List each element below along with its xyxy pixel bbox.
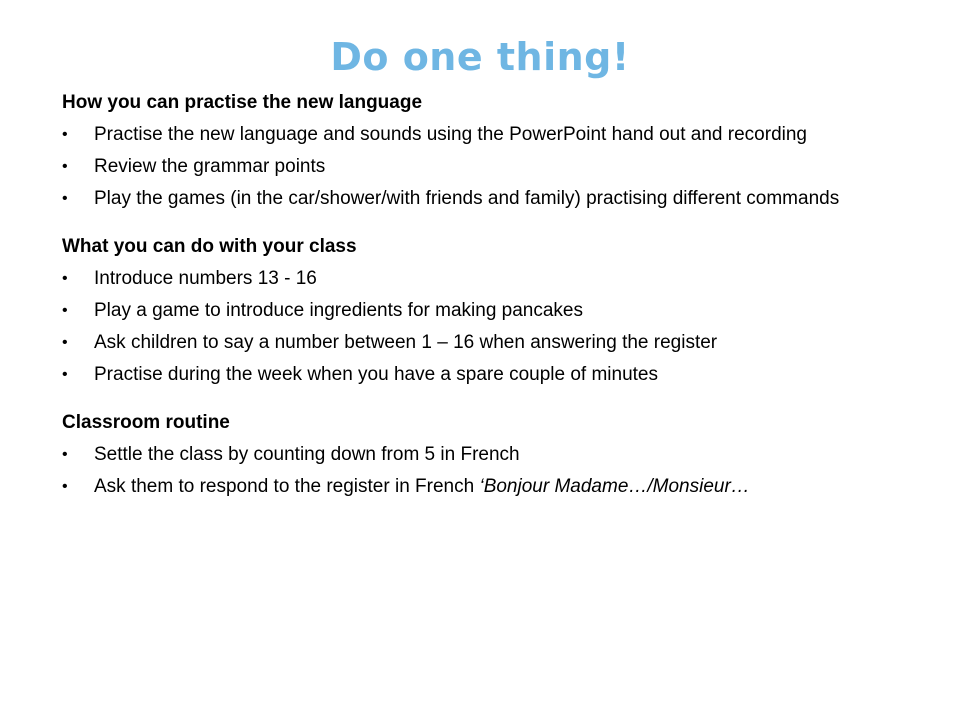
section-heading: Classroom routine (62, 412, 230, 433)
list-item-text: Play the games (in the car/shower/with friends and family) practising different commands (94, 188, 840, 209)
list-item (62, 444, 922, 466)
list-item-text-prefix: Ask them to respond to the register in French (94, 476, 480, 497)
list-item-text: Play a game to introduce ingredients for making pancakes (94, 300, 583, 321)
list-item-text: Ask children to say a number between 1 – 16 when answering the register (94, 332, 718, 353)
bullet-icon: • (62, 366, 68, 383)
bullet-icon: • (62, 334, 68, 351)
list-item (62, 332, 922, 354)
list-item (62, 364, 922, 386)
list-item (62, 300, 922, 322)
section-heading: How you can practise the new language (62, 92, 423, 113)
list-item (62, 268, 922, 290)
list-item (62, 156, 922, 178)
list-item-text: Review the grammar points (94, 156, 326, 177)
bullet-icon: • (62, 478, 68, 495)
section-spacer (62, 220, 922, 234)
section-classroom-routine (62, 410, 922, 498)
list-item-text-italic: ‘Bonjour Madame…/Monsieur… (479, 476, 750, 497)
bullet-icon: • (62, 270, 68, 287)
bullet-icon: • (62, 302, 68, 319)
list-item-text: Introduce numbers 13 - 16 (94, 268, 317, 289)
bullet-icon: • (62, 126, 68, 143)
list-item (62, 124, 922, 146)
section-practise-language (62, 90, 922, 210)
section-heading: What you can do with your class (62, 236, 357, 257)
list-item-text: Practise during the week when you have a spare couple of minutes (94, 364, 658, 385)
bullet-icon: • (62, 190, 68, 207)
bullet-list (62, 444, 922, 498)
section-with-class (62, 234, 922, 386)
bullet-list (62, 268, 922, 386)
list-item-text: Settle the class by counting down from 5 in French (94, 444, 520, 465)
section-spacer (62, 396, 922, 410)
bullet-icon: • (62, 158, 68, 175)
slide-content (62, 90, 922, 508)
slide-title: Do one thing! (330, 35, 630, 79)
list-item (62, 188, 922, 210)
list-item-text: Practise the new language and sounds using the PowerPoint hand out and recording (94, 124, 807, 145)
list-item-text (94, 476, 750, 497)
list-item (62, 476, 922, 498)
bullet-icon: • (62, 446, 68, 463)
bullet-list (62, 124, 922, 210)
